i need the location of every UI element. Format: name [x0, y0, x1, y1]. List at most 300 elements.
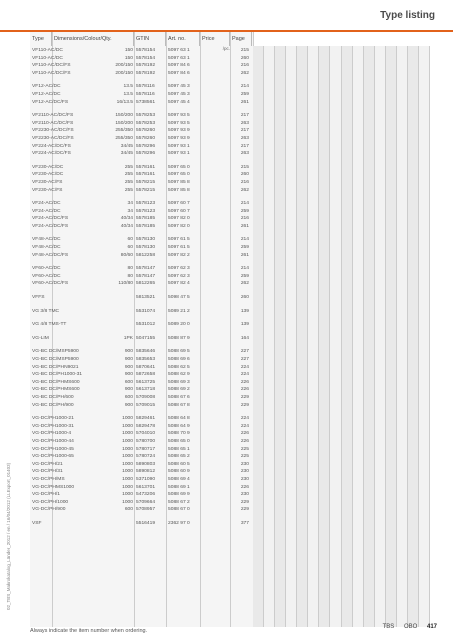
table-row [30, 215, 253, 223]
table-row [30, 335, 253, 343]
cell-price [200, 371, 230, 379]
cell-gtin: 5578116 [136, 91, 155, 97]
cell-type: VG-DC/PH/31 [32, 469, 63, 475]
cell-gtin: 5578260 [136, 128, 156, 134]
cell-dim: 255/350 [115, 128, 133, 134]
cell-price [200, 200, 230, 208]
cell-type: VF60-AC/DC [32, 273, 61, 279]
cell-dim [99, 294, 134, 302]
header-dimensions: Dimensions/Colour/Qty. [52, 32, 134, 46]
cell-gtin: 5578123 [136, 201, 156, 207]
cell-price [200, 499, 230, 507]
cell-dim: 60 [127, 245, 133, 251]
cell-dim: 80 [127, 273, 133, 279]
cell-dim: 1000 [122, 469, 133, 475]
table-row [30, 244, 253, 252]
cell-dim: 150/200 [115, 120, 133, 126]
table-header [30, 32, 430, 46]
table-row [30, 394, 253, 402]
cell-price [200, 127, 230, 135]
header-price: Price [200, 32, 230, 46]
cell-page: 229 [240, 394, 249, 400]
cell-page: 226 [240, 438, 249, 444]
cell-page: 224 [240, 416, 249, 422]
table-row [30, 70, 253, 78]
cell-art: 5097 45 3 [168, 84, 190, 90]
cell-type: VF48-AC/DC [32, 237, 61, 243]
cell-price [200, 171, 230, 179]
cell-price [200, 55, 230, 63]
table-row [30, 468, 253, 476]
cell-gtin: 5812258 [136, 252, 156, 258]
cell-price [200, 491, 230, 499]
cell-page: 227 [240, 357, 249, 362]
cell-page: 214 [240, 237, 249, 243]
empty-column [275, 46, 286, 627]
cell-price [200, 476, 230, 484]
cell-art: 5097 85 8 [168, 187, 190, 193]
table-row [30, 62, 253, 70]
cell-page: 259 [240, 208, 249, 214]
cell-page: 139 [240, 322, 249, 328]
cell-art: 5097 82 0 [168, 223, 190, 229]
cell-gtin: 5708957 [136, 507, 156, 513]
cell-dim: 1000 [122, 499, 133, 505]
table-row [30, 371, 253, 379]
empty-column [308, 46, 319, 627]
cell-type: VG-DC/PH1000-45 [32, 446, 74, 452]
cell-type: VF230-AC/DC [32, 172, 64, 178]
cell-dim: 600 [124, 507, 133, 513]
cell-type: VF224-AC/DC/FS [32, 143, 71, 149]
header-page: Page [230, 32, 252, 46]
table-row [30, 491, 253, 499]
cell-art: 5097 63 1 [168, 48, 190, 53]
cell-art: 5088 64 9 [168, 423, 190, 429]
cell-type: VF2230-AC/DC/FS [32, 135, 74, 141]
empty-column [364, 46, 375, 627]
cell-dim: 40/34 [120, 223, 133, 229]
cell-page: 260 [240, 55, 249, 61]
cell-type: VF24-AC/DC [32, 201, 61, 207]
cell-dim: 1000 [122, 461, 133, 467]
cell-type: VG-DC/PH1000-4 [32, 431, 72, 437]
cell-page: 214 [240, 266, 249, 272]
cell-type: VF60-AC/DC/FS [32, 281, 69, 287]
cell-type: VSF [32, 520, 42, 526]
empty-column [408, 46, 419, 627]
empty-column [353, 46, 364, 627]
cell-price [200, 430, 230, 438]
table-row [30, 187, 253, 195]
cell-page: 215 [240, 164, 249, 170]
cell-art: 5088 69 2 [168, 387, 190, 393]
cell-page: 216 [240, 179, 249, 185]
brand-label: TBS [382, 624, 395, 630]
cell-page: 259 [240, 245, 249, 251]
cell-type: VG 4/8 TMS-TT [32, 322, 67, 328]
cell-art: 2362 97 0 [168, 520, 190, 526]
cell-art: 5097 63 1 [168, 55, 190, 61]
cell-art: 5088 67 8 [168, 402, 190, 408]
cell-art: 5088 67 0 [168, 507, 190, 513]
cell-gtin: 5531012 [136, 322, 156, 328]
cell-gtin: 5371090 [136, 476, 156, 482]
cell-price [200, 179, 230, 187]
table-row [30, 150, 253, 158]
cell-art: 5097 93 5 [168, 113, 190, 119]
table-row [30, 135, 253, 143]
empty-column [397, 46, 408, 627]
cell-type: VF60-AC/DC [32, 266, 61, 272]
cell-gtin: 5829478 [136, 423, 156, 429]
cell-price [200, 236, 230, 244]
cell-art: 5089 20 0 [168, 322, 190, 328]
cell-art: 5097 85 8 [168, 179, 190, 185]
cell-art: 5097 45 3 [168, 91, 190, 97]
cell-art: 5097 65 0 [168, 164, 190, 170]
empty-column [330, 46, 341, 627]
table-row [30, 308, 253, 316]
cell-price [200, 99, 230, 107]
empty-column [297, 46, 308, 627]
cell-page: 229 [240, 507, 249, 513]
cell-page: 230 [240, 461, 249, 467]
cell-gtin: 5578296 [136, 143, 156, 149]
cell-gtin: 5613725 [136, 379, 156, 385]
table-row [30, 476, 253, 484]
table-row [30, 208, 253, 216]
cell-gtin: 5578215 [136, 179, 156, 185]
cell-gtin: 5578185 [136, 223, 156, 229]
cell-dim: 900 [124, 364, 133, 370]
cell-page: 230 [240, 469, 249, 475]
cell-dim: 150 [124, 48, 133, 53]
cell-gtin: 5578296 [136, 151, 156, 157]
cell-art: 5088 87 9 [168, 335, 190, 341]
cell-gtin: 5812265 [136, 281, 156, 287]
cell-gtin: 5578130 [136, 245, 156, 251]
cell-art: 5097 82 2 [168, 252, 190, 258]
cell-price [200, 112, 230, 120]
type-listing-table [30, 32, 430, 627]
cell-page: 259 [240, 91, 249, 97]
cell-type: VF2110-AC/DC/FS [32, 120, 74, 126]
cell-art: 5097 61 5 [168, 237, 190, 243]
table-row [30, 83, 253, 91]
cell-price [200, 215, 230, 223]
cell-gtin: 5578185 [136, 216, 156, 222]
cell-price [200, 379, 230, 387]
cell-gtin: 5780717 [136, 446, 156, 452]
cell-page: 217 [240, 143, 249, 149]
cell-art: 5088 65 2 [168, 454, 190, 460]
cell-dim: 80 [127, 266, 133, 272]
cell-page: 216 [240, 216, 249, 222]
cell-dim: 255 [124, 187, 133, 193]
cell-art: 5088 65 0 [168, 438, 190, 444]
cell-dim: 200/150 [115, 70, 133, 76]
cell-gtin: 5829461 [136, 416, 156, 422]
cell-art: 5097 62 3 [168, 266, 190, 272]
cell-art: 5088 65 1 [168, 446, 190, 452]
cell-gtin: 5890812 [136, 469, 156, 475]
cell-type: VF24-AC/DC/FS [32, 216, 69, 222]
cell-type: VG-BC DC/MSP5900 [32, 357, 79, 362]
cell-dim [99, 308, 134, 316]
cell-price [200, 506, 230, 514]
empty-column [264, 46, 275, 627]
cell-page: 227 [240, 349, 249, 355]
cell-price [200, 386, 230, 394]
cell-dim: 40/34 [120, 216, 133, 222]
cell-art: 5097 82 0 [168, 216, 190, 222]
cell-type: VG-BC DC/PH/900 [32, 402, 74, 408]
cell-page: 216 [240, 63, 249, 69]
cell-gtin: 5578161 [136, 164, 156, 170]
table-row [30, 506, 253, 514]
cell-price [200, 120, 230, 128]
table-row [30, 386, 253, 394]
cell-art: 5097 93 9 [168, 135, 190, 141]
cell-page: 226 [240, 379, 249, 385]
cell-dim: 1000 [122, 438, 133, 444]
cell-art: 5097 65 0 [168, 172, 190, 178]
cell-gtin: 5835653 [136, 357, 156, 362]
cell-type: VF230-AC/FS [32, 187, 63, 193]
cell-gtin: 5578130 [136, 237, 156, 243]
cell-gtin: 5704010 [136, 431, 156, 437]
cell-page: 377 [240, 520, 249, 526]
cell-gtin: 5578260 [136, 135, 156, 141]
cell-gtin: 5578154 [136, 48, 156, 53]
cell-page: 260 [240, 295, 249, 301]
cell-art: 5088 69 1 [168, 484, 190, 490]
cell-price [200, 280, 230, 288]
cell-page: 261 [240, 99, 249, 105]
cell-type: VF24-AC/DC [32, 208, 61, 214]
cell-type: VF2110-AC/DC/FS [32, 113, 74, 119]
cell-gtin: 5578215 [136, 187, 156, 193]
cell-gtin: 5709015 [136, 402, 156, 408]
cell-page: 214 [240, 201, 249, 207]
cell-price [200, 294, 230, 302]
cell-dim: 13.5 [123, 84, 133, 90]
cell-gtin: 5578253 [136, 120, 156, 126]
cell-type: VF224-AC/DC/FS [32, 151, 71, 157]
cell-gtin: 5613701 [136, 484, 156, 490]
cell-art: 5088 62 9 [168, 372, 190, 378]
cell-type: VG-DC/PH1000-21 [32, 416, 74, 422]
cell-type: VFFS [32, 295, 45, 301]
table-row [30, 164, 253, 172]
table-row [30, 200, 253, 208]
empty-column [342, 46, 353, 627]
cell-gtin: 5780724 [136, 454, 156, 460]
cell-type: VF110-AC/DC/FS [32, 63, 71, 69]
cell-type: VG-BC DC/PH1000-31 [32, 372, 83, 378]
cell-price [200, 252, 230, 260]
cell-price [200, 91, 230, 99]
table-row [30, 280, 253, 288]
cell-gtin: 5578116 [136, 84, 155, 90]
cell-dim: 1000 [122, 484, 133, 490]
cell-price [200, 223, 230, 231]
table-row [30, 252, 253, 260]
cell-art: 5088 69 3 [168, 379, 190, 385]
cell-price [200, 244, 230, 252]
cell-art: 5097 82 4 [168, 281, 190, 287]
page-number: 417 [426, 624, 437, 630]
cell-page: 260 [240, 172, 249, 178]
cell-dim: 34 [127, 208, 133, 214]
table-row [30, 430, 253, 438]
cell-page: 217 [240, 128, 249, 134]
cell-dim: 1000 [122, 476, 133, 482]
cell-type: VF2230-AC/DC/FS [32, 128, 74, 134]
cell-page: 262 [240, 187, 249, 193]
table-row [30, 236, 253, 244]
cell-dim: 110/80 [118, 281, 133, 287]
table-row [30, 294, 253, 302]
cell-gtin: 5780700 [136, 438, 156, 444]
cell-page: 229 [240, 499, 249, 505]
cell-dim: 900 [124, 402, 133, 408]
cell-dim: 255/350 [115, 135, 133, 141]
cell-price [200, 415, 230, 423]
cell-price [200, 164, 230, 172]
cell-type: VG-DC/PH/900 [32, 507, 66, 513]
cell-page: 229 [240, 402, 249, 408]
cell-gtin: 5578253 [136, 113, 156, 119]
cell-art: 5088 69 9 [168, 492, 190, 498]
cell-art: 5088 62 5 [168, 364, 190, 370]
cell-dim: 16/13.5 [116, 99, 133, 105]
cell-dim: 255 [124, 164, 133, 170]
table-row [30, 446, 253, 454]
cell-price [200, 62, 230, 70]
cell-dim: 1PK [123, 335, 133, 341]
cell-type: VF110-AC/DC [32, 55, 63, 61]
cell-art: 5097 60 7 [168, 201, 190, 207]
cell-page: 226 [240, 484, 249, 490]
cell-price [200, 438, 230, 446]
cell-price [200, 273, 230, 281]
cell-art: 5088 67 6 [168, 394, 190, 400]
table-row [30, 47, 253, 55]
cell-price [200, 150, 230, 158]
cell-gtin: 5516419 [136, 520, 156, 526]
cell-type: VF230-AC/FS [32, 179, 63, 185]
cell-type: VG-DC/PH/1000 [32, 499, 69, 505]
cell-type: VG-BC DC/PH/600 [32, 394, 74, 400]
cell-type: VF12-AC/DC [32, 91, 61, 97]
cell-page: 261 [240, 252, 249, 258]
cell-gtin: 5047155 [136, 335, 156, 341]
table-row [30, 55, 253, 63]
table-row [30, 499, 253, 507]
cell-type: VG-DC/PH/1 [32, 492, 60, 498]
cell-gtin: 5813521 [136, 295, 156, 301]
cell-price [200, 265, 230, 273]
table-row [30, 453, 253, 461]
table-row [30, 356, 253, 364]
cell-gtin: 5872658 [136, 372, 156, 378]
cell-page: 215 [240, 48, 249, 53]
cell-art: 5097 93 1 [168, 143, 190, 149]
cell-price [200, 208, 230, 216]
cell-page: 263 [240, 151, 249, 157]
table-row [30, 402, 253, 410]
cell-type: VG-DC/PH1000-65 [32, 454, 74, 460]
cell-art: 5098 47 5 [168, 295, 190, 301]
cell-art: 5097 62 3 [168, 273, 190, 279]
table-row [30, 143, 253, 151]
cell-type: VF48-AC/DC/FS [32, 252, 69, 258]
cell-price [200, 423, 230, 431]
cell-dim: 255 [124, 179, 133, 185]
cell-gtin: 5578154 [136, 55, 156, 61]
cell-dim: 34/45 [120, 151, 133, 157]
cell-art: 5088 69 6 [168, 357, 190, 362]
cell-gtin: 5709008 [136, 394, 156, 400]
cell-page: 263 [240, 135, 249, 141]
cell-dim: 150 [124, 55, 133, 61]
cell-type: VF230-AC/DC [32, 164, 64, 170]
cell-price [200, 520, 230, 528]
cell-page: 214 [240, 84, 249, 90]
table-row [30, 484, 253, 492]
footer-note: Always indicate the item number when ordering. [30, 628, 148, 634]
cell-dim: 1000 [122, 431, 133, 437]
cell-page: 225 [240, 454, 249, 460]
table-row [30, 415, 253, 423]
cell-page: 230 [240, 476, 249, 482]
cell-type: VF48-AC/DC [32, 245, 61, 251]
cell-art: 5097 93 9 [168, 128, 190, 134]
cell-dim: 900 [124, 387, 133, 393]
cell-gtin: 5578192 [136, 63, 156, 69]
cell-gtin: 5578161 [136, 172, 156, 178]
cell-price [200, 83, 230, 91]
table-row [30, 179, 253, 187]
cell-type: VG-BC DC/PHMS600 [32, 379, 80, 385]
empty-column [319, 46, 330, 627]
cell-dim: 900 [124, 357, 133, 362]
cell-gtin: 5473206 [136, 492, 156, 498]
table-row [30, 120, 253, 128]
cell-type: VG-LIM [32, 335, 49, 341]
cell-page: 164 [240, 335, 249, 341]
cell-art: 5097 84 6 [168, 70, 190, 76]
cell-gtin: 5738561 [136, 99, 156, 105]
price-unit: /pc. [222, 46, 230, 51]
cell-art: 5089 21 2 [168, 308, 190, 314]
page-title: Type listing [380, 10, 435, 21]
cell-dim: 80/60 [120, 252, 133, 258]
cell-type: VG-DC/PH1000-31 [32, 423, 74, 429]
cell-art: 5097 61 5 [168, 245, 190, 251]
cell-art: 5088 67 2 [168, 499, 190, 505]
cell-dim: 600 [124, 394, 133, 400]
cell-price [200, 484, 230, 492]
cell-page: 226 [240, 431, 249, 437]
cell-page: 225 [240, 446, 249, 452]
cell-gtin: 5870641 [136, 364, 156, 370]
cell-type: VF110-AC/DC/FS [32, 70, 71, 76]
cell-type: VG-DC/PH1000-44 [32, 438, 74, 444]
cell-price [200, 348, 230, 356]
